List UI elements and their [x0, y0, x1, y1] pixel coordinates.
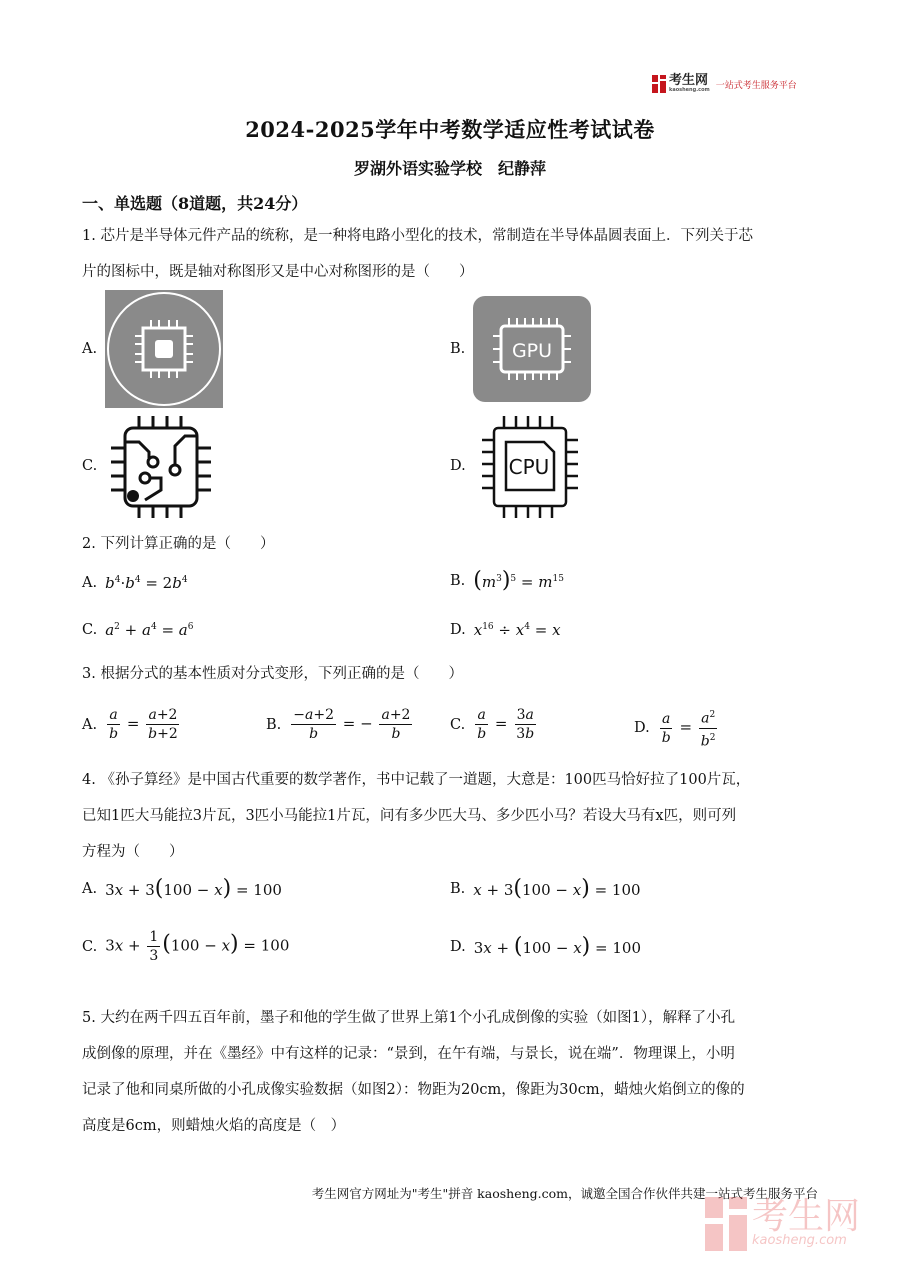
q3-option-c[interactable]: C. $\frac{a}{b}$ = $\frac{3a}{3b}$ — [450, 707, 535, 742]
svg-text:GPU: GPU — [512, 340, 553, 362]
q1-option-d[interactable]: D. CPU — [450, 412, 586, 520]
page-subtitle: 罗湖外语实验学校 纪静萍 — [353, 159, 546, 178]
cpu-chip-icon — [474, 412, 586, 520]
logo-slogan: 一站式考生服务平台 — [715, 80, 797, 91]
q1-option-c[interactable]: C. — [82, 412, 217, 520]
question-1-stem: 1. 芯片是半导体元件产品的统称，是一种将电路小型化的技术，常制造在半导体晶圆表面上．下列关于芯 片的图标中，既是轴对称图形又是中心对称图形的是（ ） — [82, 228, 753, 280]
q4-option-a[interactable]: A. 3x + 3(100 − x) = 100 — [82, 876, 282, 901]
q4-option-d[interactable]: D. 3x + (100 − x) = 100 — [450, 934, 641, 959]
page-title: 2024-2025学年中考数学适应性考试试卷 — [245, 117, 655, 142]
logo-text: 考生网 kaosheng.com — [669, 73, 710, 93]
question-2-stem: 2. 下列计算正确的是（ ） — [82, 536, 275, 552]
q2-option-a[interactable]: A. $b^4\cdot b^4 = 2b^4$ — [82, 574, 188, 592]
q1-option-b[interactable]: B. GPU — [450, 296, 591, 402]
q2-option-b[interactable]: B. $(m^3)^5 = m^{15}$ — [450, 568, 564, 593]
q4-option-b[interactable]: B. x + 3(100 − x) = 100 — [450, 876, 641, 901]
q3-option-d[interactable]: D. $\frac{a}{b}$ = $\frac{a^2}{b^2}$ — [634, 706, 720, 750]
q3-option-b[interactable]: B. $\frac{-a+2}{b}$ = − $\frac{a+2}{b}$ — [266, 707, 411, 742]
chip-circle-icon — [105, 290, 223, 408]
svg-text:CPU: CPU — [508, 455, 550, 479]
question-4-stem: 4. 《孙子算经》是中国古代重要的数学著作，书中记载了一道题，大意是：100匹马恰好拉了100片瓦， 已知1匹大马能拉3片瓦，3匹小马能拉1片瓦，问有多少匹大马、多少匹小马？若设大马有x匹，则可列 方程为（ ） — [82, 772, 751, 860]
circuit-chip-icon — [105, 412, 217, 520]
section-heading: 一、单选题（8道题，共24分） — [82, 194, 308, 213]
page-footer: 考生网官方网址为"考生"拼音 kaosheng.com，诚邀全国合作伙伴共建一站式考生服务平台 — [311, 1186, 818, 1201]
q4-option-c[interactable]: C. 3x + $\frac{1}{3}$ (100 − x) = 100 — [82, 929, 290, 964]
watermark-logo-icon — [704, 1197, 748, 1251]
q2-option-c[interactable]: C. $a^2 + a^4 = a^6$ — [82, 621, 194, 639]
header-logo — [652, 74, 797, 94]
watermark: 考生网 kaosheng.com — [704, 1197, 860, 1251]
question-3-stem: 3. 根据分式的基本性质对分式变形，下列正确的是（ ） — [82, 666, 463, 682]
question-5-stem: 5. 大约在两千四五百年前，墨子和他的学生做了世界上第1个小孔成倒像的实验（如图1），解释了小孔 成倒像的原理，并在《墨经》中有这样的记录：“景到，在午有端，与景长，说在端”．物理课上，小明 记录了他和同桌所做的小孔成像实验数据（如图2）：物距为20cm，像距为30cm，蜡烛火焰倒立的像的 高度是6cm，则蜡烛火焰的高度是（ ） — [82, 1010, 745, 1134]
q1-option-a[interactable]: A. — [82, 290, 223, 408]
kaosheng-logo-icon — [652, 75, 666, 93]
q3-option-a[interactable]: A. $\frac{a}{b}$ = $\frac{a+2}{b+2}$ — [82, 707, 178, 742]
q2-option-d[interactable]: D. $x^{16} \div x^4 = x$ — [450, 621, 561, 639]
gpu-chip-icon — [473, 296, 591, 402]
